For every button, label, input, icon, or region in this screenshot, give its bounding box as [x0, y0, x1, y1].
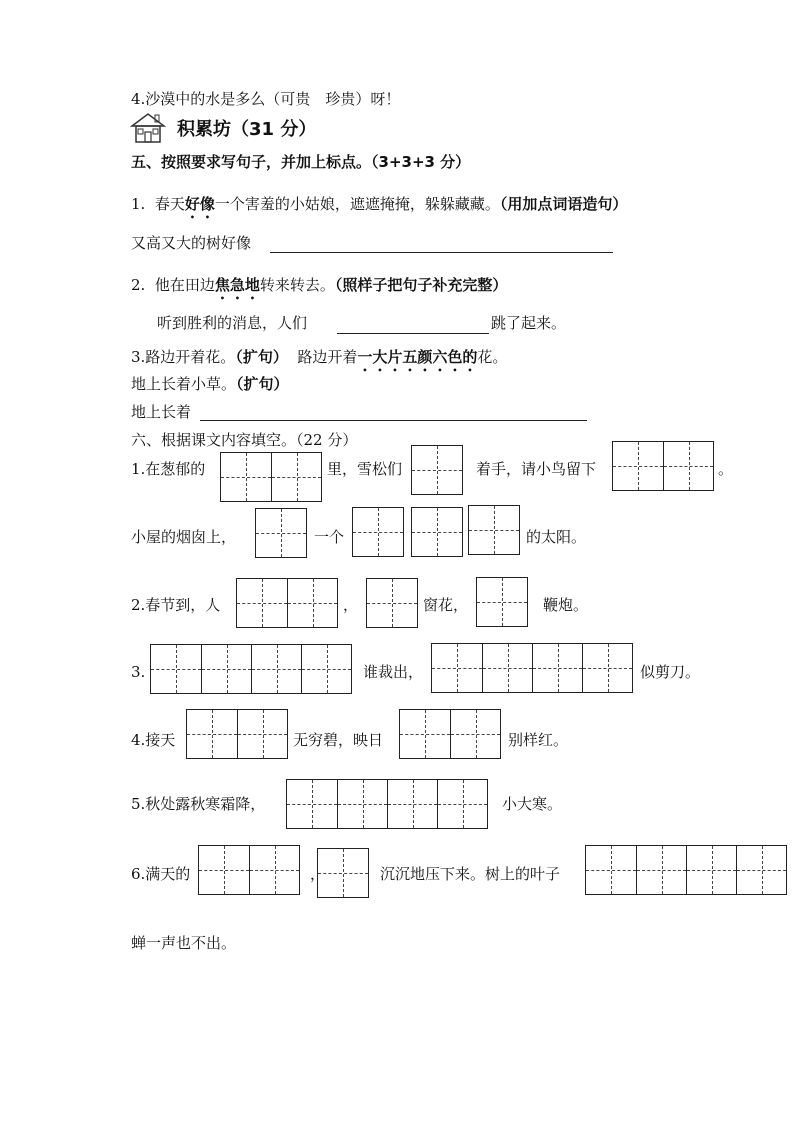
r1-text-c: 着手，请小鸟留下: [476, 460, 597, 478]
char-grid[interactable]: [186, 709, 288, 759]
char-grid[interactable]: [399, 709, 501, 759]
r5-text-a: 4.接天: [131, 731, 176, 749]
r7-text-a: 6.满天的: [131, 865, 191, 883]
r2-text-b: 一个: [314, 528, 345, 546]
part5-item3-line2: 地上长着小草。（扩句）: [131, 375, 289, 393]
answer-prefix-1: 又高又大的树好像: [131, 234, 252, 252]
r3-text-d: 鞭炮。: [543, 596, 589, 614]
part5-item1: 1. 春天好像一个害羞的小姑娘，遮遮掩掩，躲躲藏藏。（用加点词语造句）: [131, 195, 628, 213]
requirement: （照样子把句子补充完整）: [334, 276, 508, 294]
r8-text: 蝉一声也不出。: [131, 934, 237, 952]
r7-text-b: ，: [310, 865, 326, 883]
part5-heading: 五、按照要求写句子，并加上标点。（3+3+3 分）: [131, 153, 471, 171]
answer-line-3[interactable]: [200, 420, 587, 421]
char-grid[interactable]: [468, 505, 520, 555]
char-grid[interactable]: [585, 845, 787, 895]
answer-suffix-2: 跳了起来。: [491, 314, 567, 332]
char-grid[interactable]: [411, 507, 463, 557]
requirement: （用加点词语造句）: [499, 195, 628, 213]
char-grid[interactable]: [220, 452, 322, 502]
r1-text-b: 里，雪松们: [327, 460, 403, 478]
char-grid[interactable]: [431, 643, 633, 693]
question-4: 4.沙漠中的水是多么（可贵 珍贵）呀！: [131, 90, 401, 108]
r4-text-c: 似剪刀。: [640, 663, 701, 681]
r5-text-c: 别样红。: [508, 731, 569, 749]
answer-line-1[interactable]: [270, 252, 613, 253]
r6-text-a: 5.秋处露秋寒霜降，: [131, 795, 266, 813]
dotted-word: 焦急地: [214, 276, 260, 294]
r3-text-a: 2.春节到，人: [131, 596, 221, 614]
r6-text-b: 小大寒。: [502, 795, 563, 813]
r4-text-b: 谁裁出，: [363, 663, 424, 681]
answer-prefix-3: 地上长着: [131, 403, 192, 421]
r5-text-b: 无穷碧，映日: [293, 731, 384, 749]
char-grid[interactable]: [612, 441, 714, 491]
section-title: 积累坊（31 分）: [177, 119, 317, 140]
char-grid[interactable]: [366, 578, 418, 628]
r1-text-a: 1.在葱郁的: [131, 460, 206, 478]
part5-item3: 3.路边开着花。（扩句） 路边开着一大片五颜六色的花。: [131, 348, 508, 366]
r3-text-c: 窗花，: [423, 596, 469, 614]
answer-line-2[interactable]: [337, 333, 489, 334]
part5-item2: 2. 他在田边焦急地转来转去。（照样子把句子补充完整）: [131, 276, 508, 294]
char-grid[interactable]: [255, 508, 307, 558]
r3-text-b: ，: [343, 596, 359, 614]
r1-text-d: 。: [718, 460, 734, 478]
dotted-word: 好像: [184, 195, 215, 213]
char-grid[interactable]: [150, 644, 352, 694]
r7-text-c: 沉沉地压下来。树上的叶子: [380, 865, 561, 883]
char-grid[interactable]: [317, 848, 369, 898]
answer-prefix-2: 听到胜利的消息，人们: [157, 314, 308, 332]
char-grid[interactable]: [411, 445, 463, 495]
r2-text-a: 小屋的烟囱上，: [131, 528, 237, 546]
part6-heading: 六、根据课文内容填空。（22 分）: [131, 431, 358, 449]
char-grid[interactable]: [352, 507, 404, 557]
char-grid[interactable]: [286, 779, 488, 829]
r2-text-c: 的太阳。: [526, 528, 587, 546]
char-grid[interactable]: [476, 577, 528, 627]
dotted-word: 一大片五颜六色的: [357, 348, 478, 366]
char-grid[interactable]: [236, 578, 338, 628]
char-grid[interactable]: [198, 845, 300, 895]
house-icon: [130, 112, 166, 144]
r4-text-a: 3.: [131, 663, 146, 681]
